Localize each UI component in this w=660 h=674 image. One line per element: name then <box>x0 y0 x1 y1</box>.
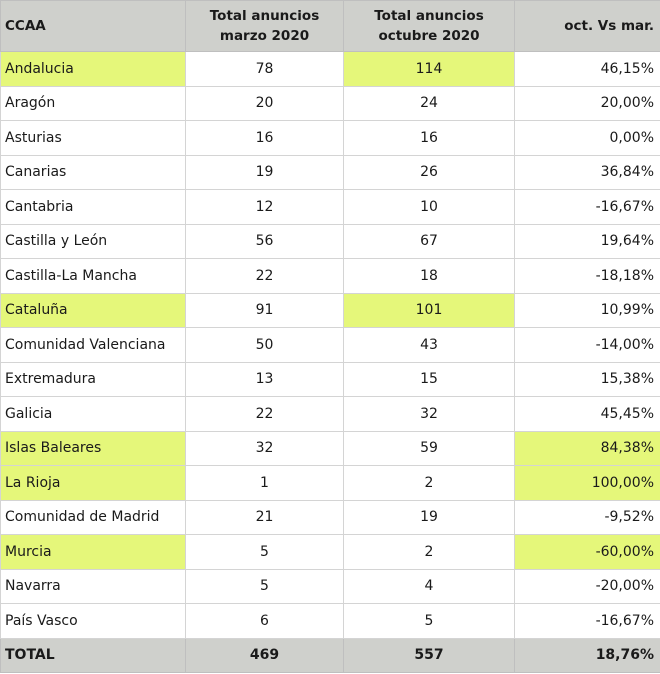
october-count: 2 <box>344 535 515 570</box>
october-count: 18 <box>344 259 515 294</box>
march-count: 22 <box>186 259 344 294</box>
october-count: 10 <box>344 190 515 225</box>
october-count: 16 <box>344 121 515 156</box>
table-row <box>1 86 660 121</box>
october-count: 59 <box>344 431 515 466</box>
october-count: 2 <box>344 466 515 501</box>
change-percent: 100,00% <box>515 466 660 501</box>
october-count: 19 <box>344 500 515 535</box>
change-percent: -9,52% <box>515 500 660 535</box>
region-name: Murcia <box>1 535 186 570</box>
table-row <box>1 604 660 639</box>
october-count: 15 <box>344 362 515 397</box>
table-row <box>1 328 660 363</box>
table-row <box>1 569 660 604</box>
region-name: Extremadura <box>1 362 186 397</box>
region-name: Galicia <box>1 397 186 432</box>
change-percent: 46,15% <box>515 52 660 87</box>
march-count: 16 <box>186 121 344 156</box>
region-name: Castilla y León <box>1 224 186 259</box>
table-row <box>1 259 660 294</box>
region-name: Castilla-La Mancha <box>1 259 186 294</box>
header-row <box>1 1 660 52</box>
total-label: TOTAL <box>1 638 186 672</box>
table-row <box>1 121 660 156</box>
table-row <box>1 52 660 87</box>
region-name: Canarias <box>1 155 186 190</box>
march-count: 50 <box>186 328 344 363</box>
change-percent: -14,00% <box>515 328 660 363</box>
change-percent: -16,67% <box>515 604 660 639</box>
october-count: 67 <box>344 224 515 259</box>
change-percent: 0,00% <box>515 121 660 156</box>
change-percent: 19,64% <box>515 224 660 259</box>
table-row <box>1 155 660 190</box>
october-count: 101 <box>344 293 515 328</box>
change-percent: -60,00% <box>515 535 660 570</box>
region-name: País Vasco <box>1 604 186 639</box>
october-count: 4 <box>344 569 515 604</box>
region-name: La Rioja <box>1 466 186 501</box>
march-count: 78 <box>186 52 344 87</box>
table-row <box>1 466 660 501</box>
total-row <box>1 638 660 672</box>
change-percent: 84,38% <box>515 431 660 466</box>
header-ccaa: CCAA <box>1 1 186 52</box>
change-percent: -16,67% <box>515 190 660 225</box>
change-percent: 10,99% <box>515 293 660 328</box>
march-count: 21 <box>186 500 344 535</box>
october-count: 32 <box>344 397 515 432</box>
march-count: 56 <box>186 224 344 259</box>
header-march-2020: Total anuncios marzo 2020 <box>186 1 344 52</box>
header-october-2020: Total anuncios octubre 2020 <box>344 1 515 52</box>
table-row <box>1 224 660 259</box>
march-count: 5 <box>186 535 344 570</box>
change-percent: -18,18% <box>515 259 660 294</box>
october-count: 24 <box>344 86 515 121</box>
table-row <box>1 293 660 328</box>
march-count: 5 <box>186 569 344 604</box>
region-name: Asturias <box>1 121 186 156</box>
march-count: 20 <box>186 86 344 121</box>
region-name: Aragón <box>1 86 186 121</box>
table-row <box>1 362 660 397</box>
region-name: Cataluña <box>1 293 186 328</box>
table-row <box>1 431 660 466</box>
table-footer <box>1 638 660 672</box>
change-percent: -20,00% <box>515 569 660 604</box>
october-count: 114 <box>344 52 515 87</box>
region-name: Islas Baleares <box>1 431 186 466</box>
region-name: Andalucia <box>1 52 186 87</box>
change-percent: 20,00% <box>515 86 660 121</box>
march-count: 22 <box>186 397 344 432</box>
march-count: 19 <box>186 155 344 190</box>
change-percent: 15,38% <box>515 362 660 397</box>
october-count: 43 <box>344 328 515 363</box>
table-body <box>1 52 660 639</box>
header-oct-vs-mar: oct. Vs mar. <box>515 1 660 52</box>
table-header <box>1 1 660 52</box>
change-percent: 36,84% <box>515 155 660 190</box>
region-name: Comunidad Valenciana <box>1 328 186 363</box>
total-october: 557 <box>344 638 515 672</box>
total-change: 18,76% <box>515 638 660 672</box>
march-count: 1 <box>186 466 344 501</box>
march-count: 91 <box>186 293 344 328</box>
total-march: 469 <box>186 638 344 672</box>
table-row <box>1 190 660 225</box>
march-count: 32 <box>186 431 344 466</box>
march-count: 12 <box>186 190 344 225</box>
table-row <box>1 397 660 432</box>
table-row <box>1 535 660 570</box>
march-count: 6 <box>186 604 344 639</box>
march-count: 13 <box>186 362 344 397</box>
change-percent: 45,45% <box>515 397 660 432</box>
october-count: 26 <box>344 155 515 190</box>
table-row <box>1 500 660 535</box>
region-name: Navarra <box>1 569 186 604</box>
october-count: 5 <box>344 604 515 639</box>
region-name: Comunidad de Madrid <box>1 500 186 535</box>
region-name: Cantabria <box>1 190 186 225</box>
